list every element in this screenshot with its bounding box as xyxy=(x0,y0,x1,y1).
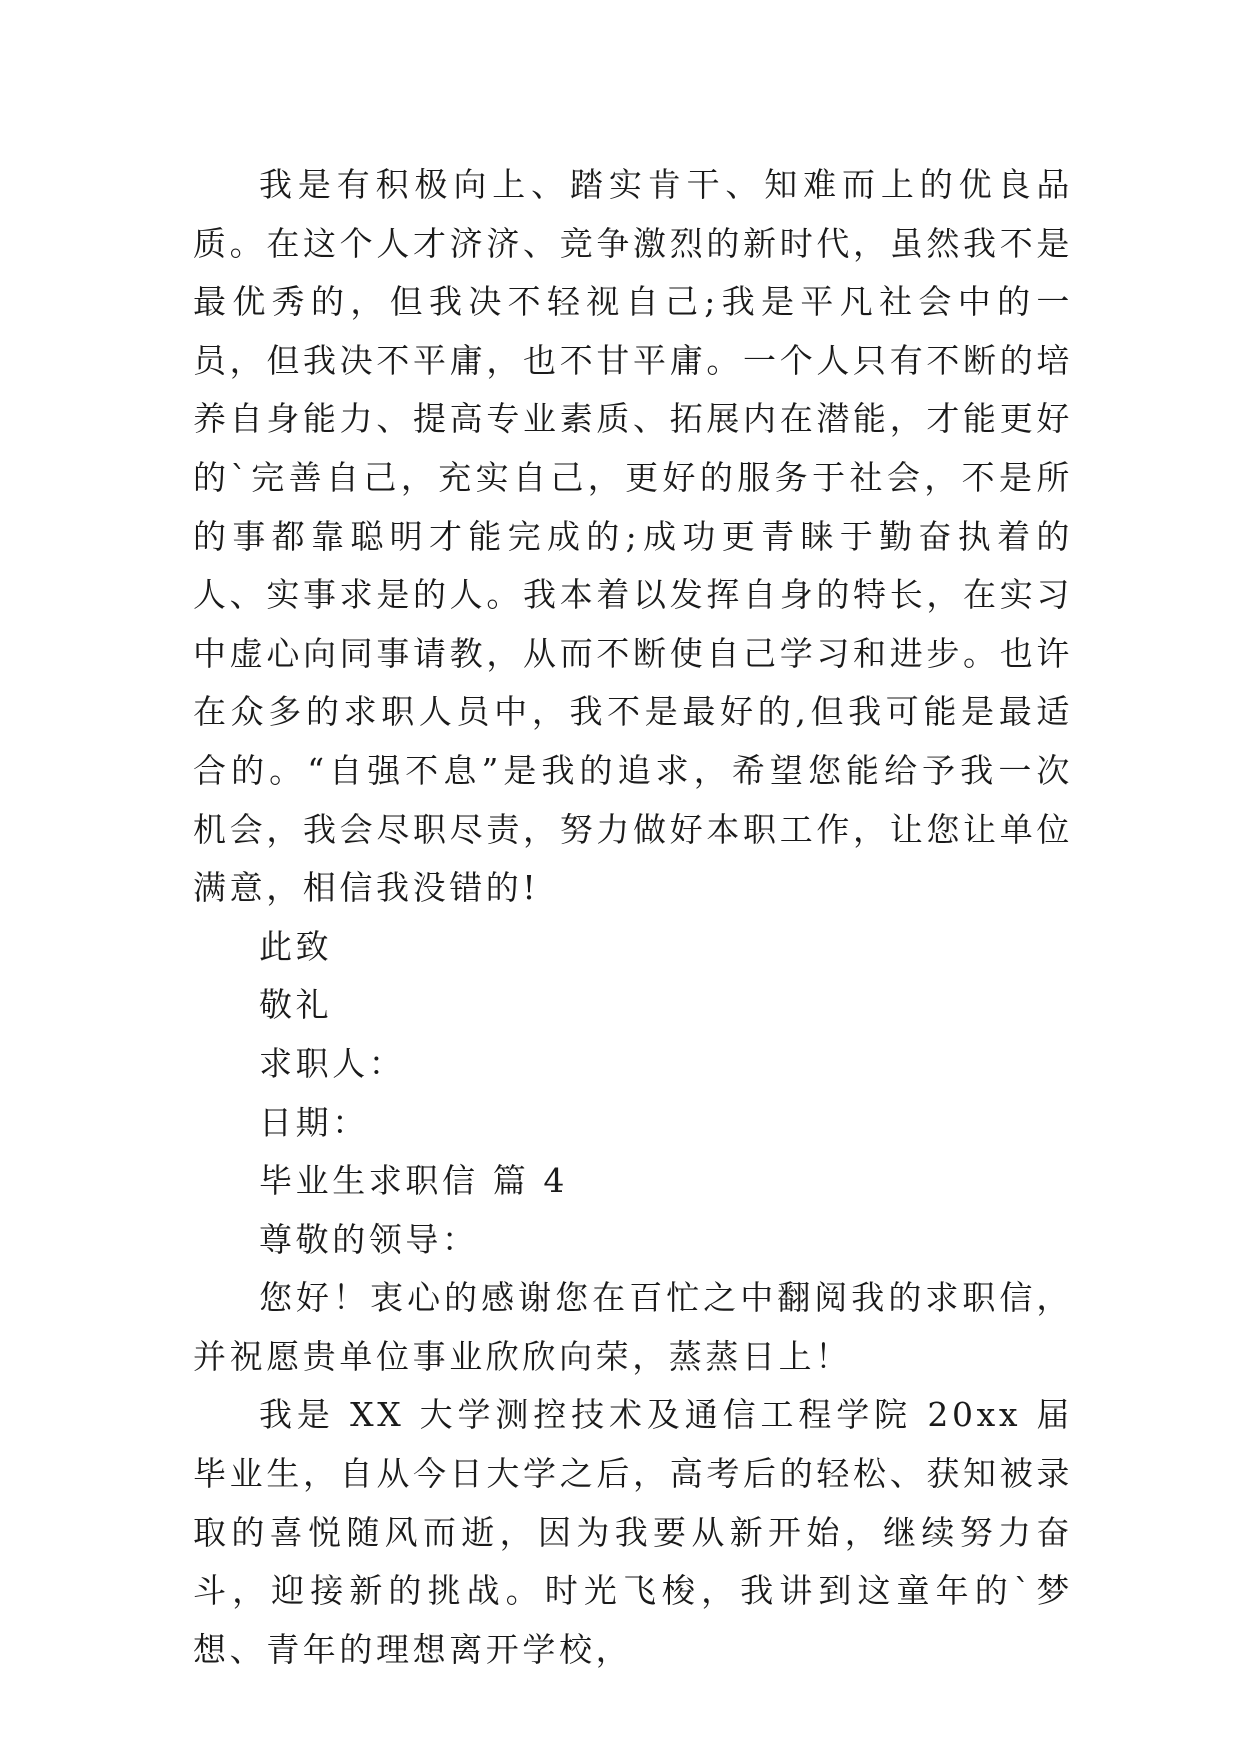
date-line: 日期： xyxy=(259,1102,369,1142)
closing-regards: 敬礼 xyxy=(259,985,333,1025)
document-body xyxy=(193,156,1073,1679)
applicant-signature-line: 求职人： xyxy=(259,1043,406,1083)
closing-salutation: 此致 xyxy=(259,926,333,966)
paragraph-introduction: 我是 XX 大学测控技术及通信工程学院 20xx 届毕业生，自从今日大学之后，高考后的轻松、获知被录取的喜悦随风而逝，因为我要从新开始，继续努力奋斗，迎接新的挑战。时光飞梭，我讲到这童年的`梦想、青年的理想离开学校， xyxy=(193,1395,1073,1669)
letter-greeting: 尊敬的领导： xyxy=(259,1219,479,1259)
paragraph-opening: 您好！衷心的感谢您在百忙之中翻阅我的求职信，并祝愿贵单位事业欣欣向荣，蒸蒸日上！ xyxy=(193,1278,1073,1376)
section-heading: 毕业生求职信 篇 4 xyxy=(259,1161,568,1201)
paragraph-self-description: 我是有积极向上、踏实肯干、知难而上的优良品质。在这个人才济济、竞争激烈的新时代，虽然我不是最优秀的，但我决不轻视自己;我是平凡社会中的一员，但我决不平庸，也不甘平庸。一个人只有不断的培养自身能力、提高专业素质、拓展内在潜能，才能更好的`完善自己，充实自己，更好的服务于社会，不是所的事都靠聪明才能完成的;成功更青睐于勤奋执着的人、实事求是的人。我本着以发挥自身的特长，在实习中虚心向同事请教，从而不断使自己学习和进步。也许在众多的求职人员中，我不是最好的,但我可能是最适合的。“自强不息”是我的追求，希望您能给予我一次机会，我会尽职尽责，努力做好本职工作，让您让单位满意，相信我没错的! xyxy=(193,165,1073,908)
